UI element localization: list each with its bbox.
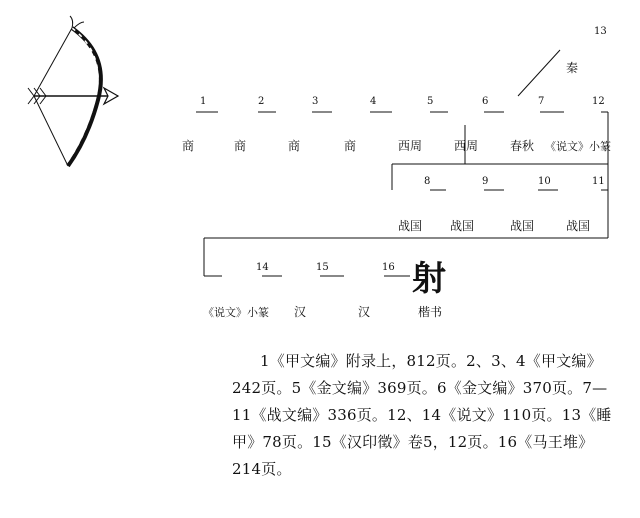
node-caption-8: 战国 — [397, 219, 423, 233]
node-16 — [358, 262, 395, 319]
node-caption-4: 商 — [343, 139, 357, 153]
node-17 — [412, 259, 446, 319]
node-caption-3: 商 — [287, 139, 301, 153]
node-caption-16: 汉 — [357, 305, 371, 319]
node-caption-14: 《说文》小篆 — [203, 306, 269, 319]
node-caption-2: 商 — [233, 139, 247, 153]
node-number-7: 7 — [538, 96, 545, 107]
node-3 — [288, 96, 318, 153]
node-5 — [398, 96, 433, 153]
node-caption-1: 商 — [181, 139, 195, 153]
node-number-5: 5 — [427, 96, 434, 107]
node-number-1: 1 — [200, 96, 207, 107]
bow-and-arrow-illustration — [28, 16, 118, 166]
node-number-16: 16 — [382, 262, 395, 273]
node-number-11: 11 — [592, 176, 605, 187]
node-number-10: 10 — [538, 176, 551, 187]
node-number-9: 9 — [482, 176, 489, 187]
node-6 — [454, 96, 488, 153]
node-caption-10: 战国 — [509, 219, 535, 233]
node-8 — [398, 176, 430, 233]
footnote-text: 1《甲文编》附录上，812页。2、3、4《甲文编》242页。5《金文编》369页。6《金文编》370页。7—11《战文编》336页。12、14《说文》110页。13《睡甲》78页。15《汉印徵》卷5，12页。16《马王堆》214页。 — [232, 352, 612, 478]
node-caption-9: 战国 — [449, 219, 475, 233]
node-caption-7: 春秋 — [509, 139, 535, 153]
node-11 — [566, 176, 605, 233]
node-9 — [450, 176, 488, 233]
node-number-15: 15 — [316, 262, 329, 273]
node-caption-17: 楷书 — [417, 305, 443, 319]
node-number-8: 8 — [424, 176, 431, 187]
node-4 — [344, 96, 376, 153]
node-1 — [182, 96, 206, 153]
node-13 — [566, 26, 607, 75]
node-number-6: 6 — [482, 96, 489, 107]
node-number-3: 3 — [312, 96, 319, 107]
node-number-2: 2 — [258, 96, 265, 107]
node-number-12: 12 — [592, 96, 605, 107]
node-caption-6: 西周 — [453, 139, 479, 153]
node-2 — [234, 96, 264, 153]
node-number-14: 14 — [256, 262, 269, 273]
node-number-4: 4 — [370, 96, 377, 107]
node-caption-5: 西周 — [397, 139, 423, 153]
node-number-13: 13 — [594, 26, 607, 37]
node-15 — [294, 262, 329, 319]
connector-lines — [196, 50, 608, 276]
node-caption-15: 汉 — [293, 305, 307, 319]
node-caption-11: 战国 — [565, 219, 591, 233]
node-14 — [203, 262, 269, 319]
node-10 — [510, 176, 551, 233]
node-caption-13: 秦 — [565, 61, 579, 75]
node-12 — [545, 96, 611, 153]
glyph-17: 射 — [412, 259, 446, 299]
source-footnote — [232, 348, 622, 483]
node-7 — [510, 96, 544, 153]
node-caption-12: 《说文》小篆 — [545, 140, 611, 153]
